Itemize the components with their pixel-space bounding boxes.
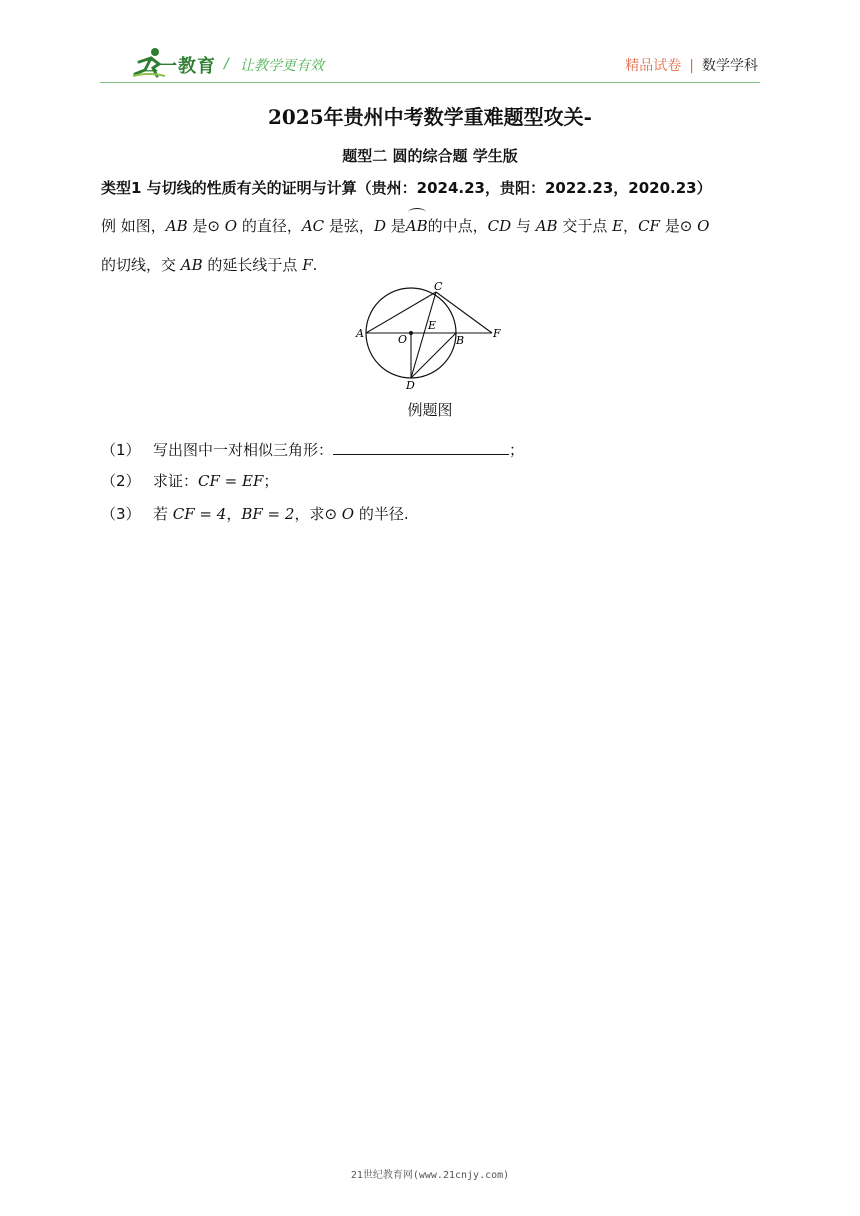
question-text: 写出图中一对相似三角形： [153,441,334,459]
question-1 [101,439,524,460]
segment-cf [436,292,492,333]
question-number: （2） [101,472,141,490]
question-number: （1） [101,441,141,459]
text: 若 [153,505,173,523]
quality-tag: 精品试卷 [625,58,682,74]
page-header [0,0,860,80]
geometry-figure [354,282,504,392]
arc-math: AB [406,213,428,240]
label-b: B [456,334,465,347]
tag-divider: | [689,58,694,74]
text: 例 如图， [101,217,166,235]
math: F [302,256,313,274]
question-3 [101,503,409,524]
question-2 [101,470,278,491]
text: 是⊙ [659,217,698,235]
center-point [409,331,413,335]
text: 是弦， [324,217,374,235]
math: AB [165,217,188,235]
header-rule [100,82,760,83]
text: 的中点， [427,217,488,235]
label-c: C [434,282,443,293]
math: D [373,217,386,235]
math: O [341,505,355,523]
page-subtitle: 题型二 圆的综合题 学生版 [342,147,518,165]
text: 交于点 [557,217,613,235]
label-a: A [356,327,364,340]
subject-tag: 数学学科 [702,58,758,74]
example-paragraph-line-2 [101,252,761,279]
math: CF [638,217,660,235]
math: CF = EF [198,472,264,490]
logo-text: 二一教育 [140,56,216,77]
label-f: F [493,327,501,340]
text: ， [226,505,242,523]
page-footer: 21世纪教育网(www.21cnjy.com) [350,1170,510,1181]
text: 是⊙ [187,217,225,235]
text: 是 [385,217,406,235]
math: AB [180,256,203,274]
answer-blank[interactable] [333,440,509,455]
text: 的延长线于点 [202,256,303,274]
math: BF = 2 [241,505,295,523]
math: CF = 4 [172,505,227,523]
math: AC [301,217,325,235]
label-o: O [398,333,408,346]
header-tags [625,55,758,75]
figure-caption: 例题图 [407,401,453,419]
text: ， [623,217,639,235]
text: 与 [511,217,536,235]
label-e: E [428,319,437,332]
question-text: 求证： [153,472,199,490]
slogan: 让教学更有效 [240,58,324,74]
slogan-separator: / [224,56,229,72]
example-paragraph-line-1 [101,213,761,240]
text: 的切线，交 [101,256,181,274]
text: 的直径， [237,217,302,235]
math: O [697,217,710,235]
math: CD [487,217,512,235]
label-d: D [406,379,415,392]
text: ； [509,441,525,459]
text: ； [263,472,279,490]
section-heading: 类型1 与切线的性质有关的证明与计算（贵州：2024.23，贵阳：2022.23，2020.23） [101,179,712,197]
page-title: 2025年贵州中考数学重难题型攻关- [268,105,592,129]
math: AB [535,217,558,235]
text: ，求⊙ [294,505,342,523]
text: 的半径. [354,505,409,523]
math: O [224,217,238,235]
math: E [612,217,624,235]
text: . [312,256,318,274]
question-number: （3） [101,505,141,523]
